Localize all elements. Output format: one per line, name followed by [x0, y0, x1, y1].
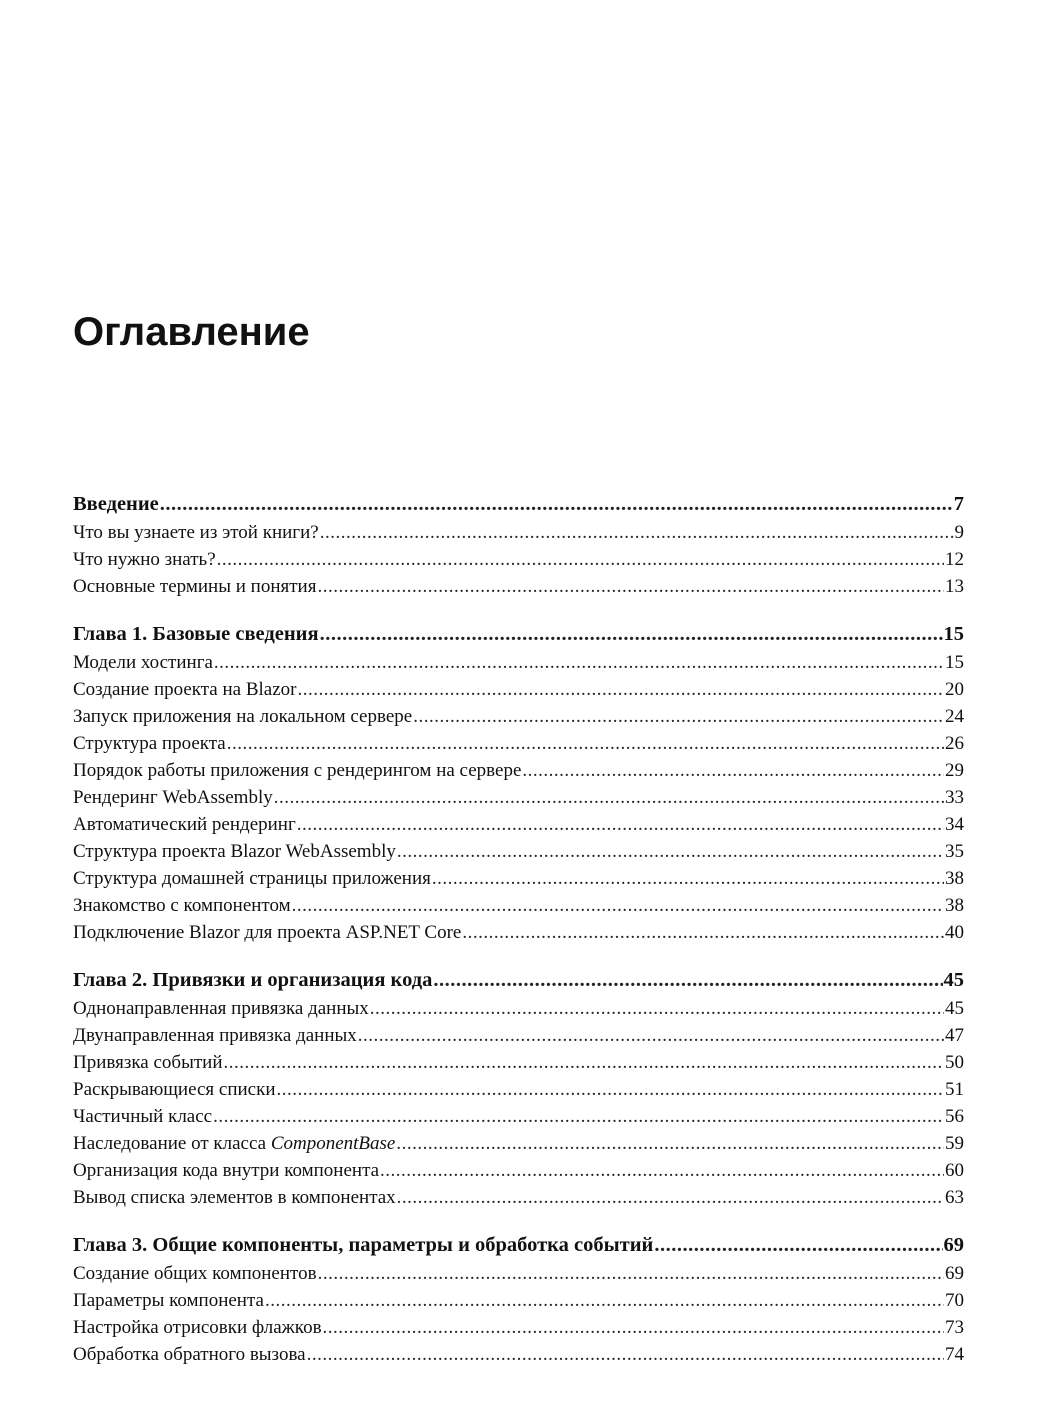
toc-entry-title: Знакомство с компонентом	[73, 895, 291, 916]
toc-leader-dots	[297, 811, 944, 838]
toc-section	[73, 490, 964, 600]
toc-leader-dots	[397, 838, 944, 865]
toc-page-number: 15	[943, 623, 964, 645]
toc-entry-title: Структура проекта	[73, 733, 226, 754]
toc-leader-dots	[380, 1157, 944, 1184]
toc-entry-title: Рендеринг WebAssembly	[73, 787, 273, 808]
toc-entry[interactable]	[73, 1049, 964, 1076]
toc-entry[interactable]	[73, 1260, 964, 1287]
toc-section	[73, 620, 964, 946]
toc-chapter-heading[interactable]	[73, 490, 964, 519]
toc-leader-dots	[227, 730, 944, 757]
toc-leader-dots	[160, 490, 953, 519]
toc-leader-dots	[462, 919, 944, 946]
toc-leader-dots	[320, 620, 943, 649]
toc-entry-title: Частичный класс	[73, 1106, 213, 1127]
toc-entry[interactable]	[73, 838, 964, 865]
toc-entry[interactable]	[73, 573, 964, 600]
toc-page-number: 60	[945, 1160, 964, 1181]
toc-entry[interactable]	[73, 730, 964, 757]
toc-entry[interactable]	[73, 703, 964, 730]
toc-entry-title: Однонаправленная привязка данных	[73, 998, 369, 1019]
toc-page-number: 47	[945, 1025, 964, 1046]
toc-entry-title: Вывод списка элементов в компонентах	[73, 1187, 396, 1208]
toc-chapter-title: Глава 1. Базовые сведения	[73, 623, 319, 645]
toc-page-number: 69	[945, 1263, 964, 1284]
toc-chapter-title: Глава 2. Привязки и организация кода	[73, 969, 433, 991]
toc-page-number: 26	[945, 733, 964, 754]
toc-entry-title: Что нужно знать?	[73, 549, 216, 570]
toc-entry-title: Двунаправленная привязка данных	[73, 1025, 357, 1046]
toc-page-number: 38	[945, 895, 964, 916]
toc-page-number: 13	[945, 576, 964, 597]
toc-entry[interactable]	[73, 1130, 964, 1157]
toc-page-number: 9	[954, 522, 964, 543]
toc-entry[interactable]	[73, 784, 964, 811]
toc-entry-title: Структура проекта Blazor WebAssembly	[73, 841, 396, 862]
toc-entry[interactable]	[73, 811, 964, 838]
toc-leader-dots	[318, 1260, 944, 1287]
toc-chapter-title: Глава 3. Общие компоненты, параметры и обработка событий	[73, 1234, 654, 1256]
toc-entry[interactable]	[73, 995, 964, 1022]
toc-chapter-title: Введение	[73, 493, 159, 515]
toc-page-number: 74	[945, 1344, 964, 1365]
toc-leader-dots	[320, 519, 954, 546]
toc-leader-dots	[433, 966, 942, 995]
toc-page-number: 69	[943, 1234, 964, 1256]
page-title: Оглавление	[73, 310, 310, 354]
toc-page-number: 56	[945, 1106, 964, 1127]
toc-page-number: 73	[945, 1317, 964, 1338]
toc-entry[interactable]	[73, 1314, 964, 1341]
toc-entry-title: Порядок работы приложения с рендерингом на сервере	[73, 760, 522, 781]
toc-entry-title: Наследование от класса ComponentBase	[73, 1133, 396, 1154]
toc-entry[interactable]	[73, 546, 964, 573]
toc-page-number: 45	[943, 969, 964, 991]
toc-page-number: 20	[945, 679, 964, 700]
toc-page-number: 70	[945, 1290, 964, 1311]
toc-chapter-heading[interactable]	[73, 620, 964, 649]
toc-leader-dots	[214, 649, 944, 676]
toc-leader-dots	[307, 1341, 944, 1368]
table-of-contents	[73, 490, 964, 1388]
toc-entry-title: Подключение Blazor для проекта ASP.NET Core	[73, 922, 462, 943]
toc-entry-italic-term: ComponentBase	[270, 1133, 396, 1154]
toc-leader-dots	[522, 757, 944, 784]
toc-leader-dots	[274, 784, 944, 811]
toc-entry-title: Настройка отрисовки флажков	[73, 1317, 322, 1338]
toc-entry-title: Создание проекта на Blazor	[73, 679, 297, 700]
toc-chapter-heading[interactable]	[73, 1231, 964, 1260]
toc-entry[interactable]	[73, 892, 964, 919]
toc-section	[73, 1231, 964, 1368]
toc-entry-title: Основные термины и понятия	[73, 576, 317, 597]
toc-entry[interactable]	[73, 1103, 964, 1130]
toc-page-number: 7	[953, 493, 964, 515]
toc-entry[interactable]	[73, 1184, 964, 1211]
toc-entry-title: Параметры компонента	[73, 1290, 264, 1311]
toc-entry-title: Запуск приложения на локальном сервере	[73, 706, 413, 727]
toc-page-number: 38	[945, 868, 964, 889]
toc-leader-dots	[317, 573, 944, 600]
toc-leader-dots	[397, 1184, 944, 1211]
toc-leader-dots	[217, 546, 944, 573]
toc-entry[interactable]	[73, 1022, 964, 1049]
toc-entry[interactable]	[73, 1157, 964, 1184]
toc-leader-dots	[297, 676, 944, 703]
toc-leader-dots	[396, 1130, 944, 1157]
toc-page-number: 12	[945, 549, 964, 570]
toc-page-number: 15	[945, 652, 964, 673]
toc-entry-title: Модели хостинга	[73, 652, 213, 673]
toc-leader-dots	[213, 1103, 944, 1130]
toc-leader-dots	[432, 865, 944, 892]
toc-leader-dots	[370, 995, 944, 1022]
toc-entry-title: Автоматический рендеринг	[73, 814, 296, 835]
toc-leader-dots	[292, 892, 944, 919]
toc-page-number: 40	[945, 922, 964, 943]
toc-entry-title: Привязка событий	[73, 1052, 223, 1073]
toc-entry[interactable]	[73, 919, 964, 946]
toc-entry-title: Обработка обратного вызова	[73, 1344, 306, 1365]
toc-page-number: 34	[945, 814, 964, 835]
toc-page-number: 50	[945, 1052, 964, 1073]
toc-entry-title: Раскрывающиеся списки	[73, 1079, 276, 1100]
toc-leader-dots	[654, 1231, 942, 1260]
toc-entry-title: Структура домашней страницы приложения	[73, 868, 431, 889]
toc-leader-dots	[224, 1049, 945, 1076]
toc-leader-dots	[413, 703, 944, 730]
toc-entry[interactable]	[73, 1076, 964, 1103]
toc-entry[interactable]	[73, 649, 964, 676]
toc-entry-title: Организация кода внутри компонента	[73, 1160, 380, 1181]
toc-chapter-heading[interactable]	[73, 966, 964, 995]
toc-page-number: 63	[945, 1187, 964, 1208]
toc-leader-dots	[277, 1076, 944, 1103]
toc-entry[interactable]	[73, 1287, 964, 1314]
toc-page-number: 51	[945, 1079, 964, 1100]
toc-entry[interactable]	[73, 757, 964, 784]
toc-entry[interactable]	[73, 676, 964, 703]
toc-section	[73, 966, 964, 1211]
toc-leader-dots	[358, 1022, 944, 1049]
toc-entry[interactable]	[73, 1341, 964, 1368]
toc-leader-dots	[265, 1287, 944, 1314]
toc-entry[interactable]	[73, 519, 964, 546]
toc-page-number: 33	[945, 787, 964, 808]
toc-page-number: 24	[945, 706, 964, 727]
toc-page-number: 29	[945, 760, 964, 781]
toc-entry[interactable]	[73, 865, 964, 892]
toc-leader-dots	[323, 1314, 944, 1341]
toc-page-number: 35	[945, 841, 964, 862]
toc-page-number: 59	[945, 1133, 964, 1154]
toc-page-number: 45	[945, 998, 964, 1019]
toc-entry-title: Что вы узнаете из этой книги?	[73, 522, 319, 543]
toc-entry-title: Создание общих компонентов	[73, 1263, 317, 1284]
